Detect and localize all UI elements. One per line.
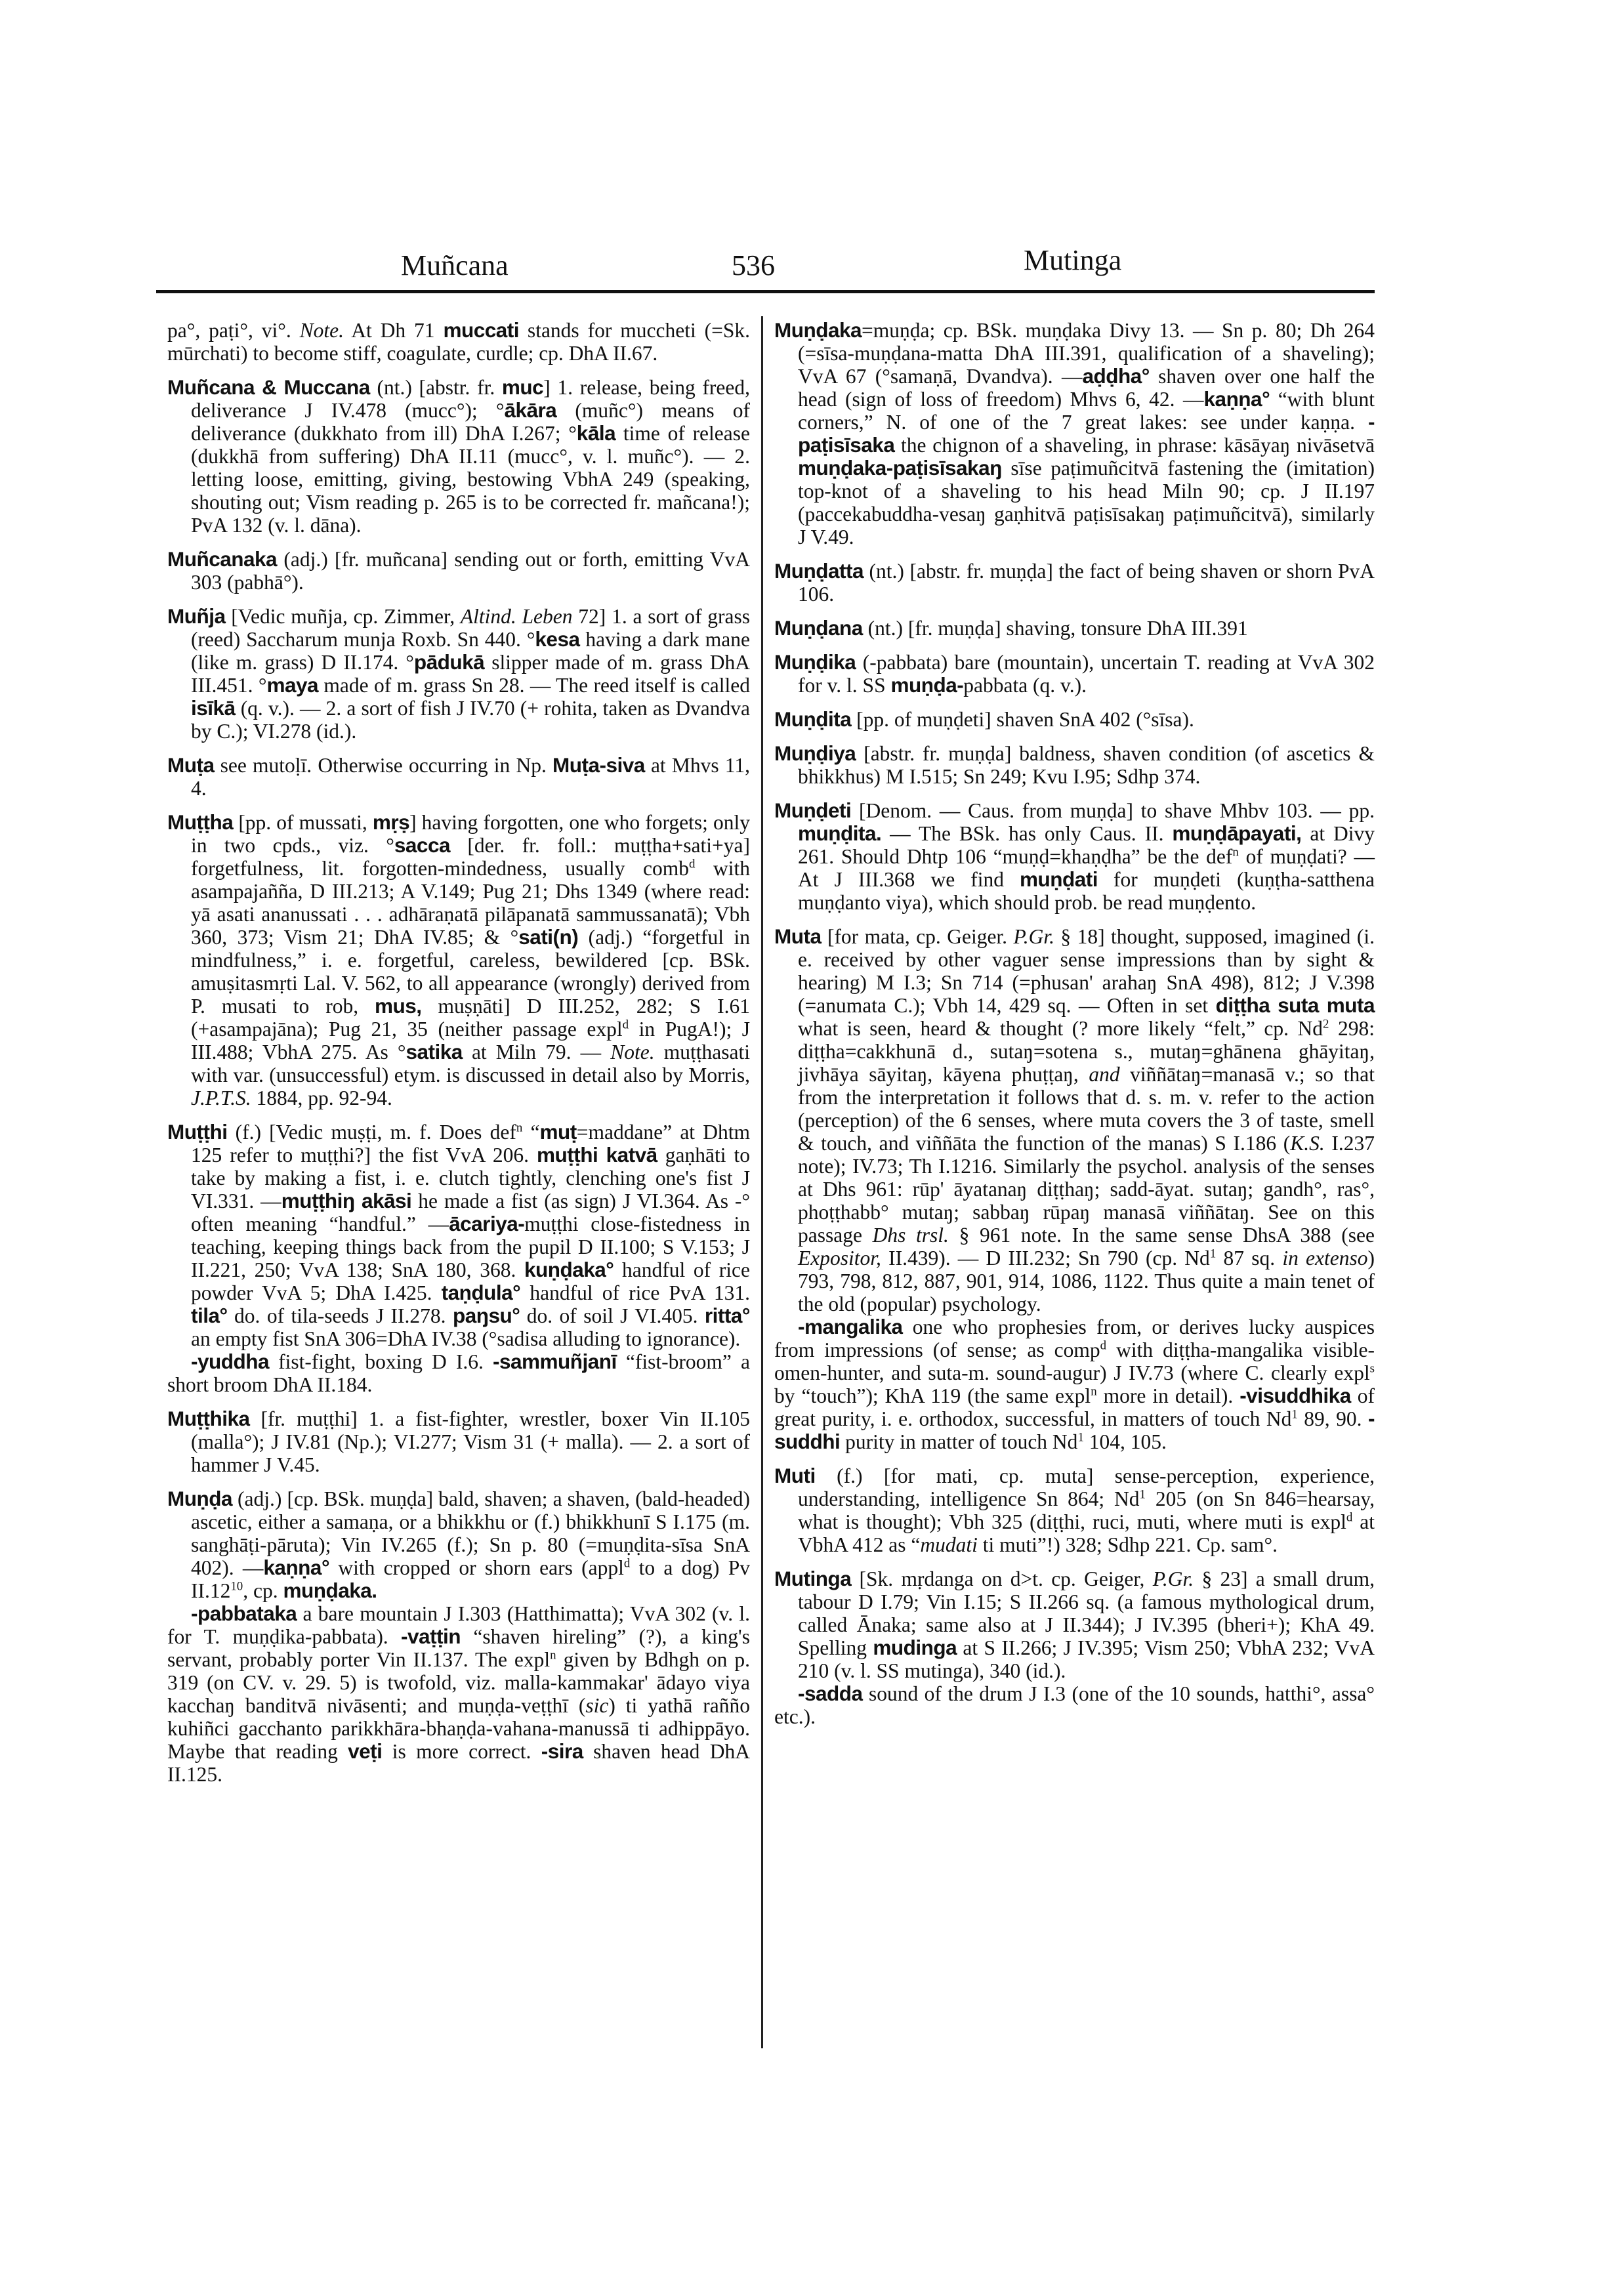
entry-muncanaka: Muñcanaka (adj.) [fr. muñcana] sending out or forth, emitting VvA 303 (pabhā°).: [167, 547, 750, 594]
entry-mundiya: Muṇḍiya [abstr. fr. muṇḍa] baldness, shaven condition (of ascetics & bhikkhus) M I.515; Sn 249; Kvu I.95; Sdhp 374.: [774, 741, 1375, 788]
entry-mundita: Muṇḍita [pp. of muṇḍeti] shaven SnA 402 (°sīsa).: [774, 707, 1194, 731]
entry-muttha: Muṭṭha [pp. of mussati, mṛṣ] having forgotten, one who forgets; only in two cpds., viz. °sacca [der. fr. foll.: muṭṭha+sati+ya] forgetfulness, lit. forgotten-mindedness, usually comb$^d$ with asampajañña, D III.213; A V.149; Pug 21; Dhs 1349 (where read: yā asati ananussati . . . adhāraṇatā pilāpanatā sammussanatā); Vbh 360, 373; Vism 21; DhA IV.85; & °sati(n) (adj.) “forgetful in mindfulness,” i. e. forgetful, careless, bewildered [cp. BSk. amuṣitasmṛti Lal. V. 562, to all appearance (wrongly) derived from P. musati to rob, mus, muṣṇāti] D III.252, 282; S I.61 (+asampajāna); Pug 21, 35 (neither passage expl$^d$ in PugA!); J III.488; VbhA 275. As °satika at Miln 79. — Note. muṭṭhasati with var. (unsuccessful) etym. is discussed in detail also by Morris, J.P.T.S. 1884, pp. 92-94.: [167, 810, 751, 1109]
entry-muncana: Muñcana & Muccana (nt.) [abstr. fr. muc] 1. release, being freed, deliverance J IV.478 (mucc°); °ākāra (muñc°) means of deliverance (dukkhato from ill) DhA I.267; °kāla time of release (dukkhā from suffering) DhA II.11 (mucc°, v. l. muñc°). — 2. letting loose, emitting, giving, bestowing VbhA 249 (speaking, shouting out; Vism reading p. 265 is to be corrected fr. mañcana!); PvA 132 (v. l. dāna).: [167, 375, 750, 537]
subentry-yuddha: -yuddha fist-fight, boxing D I.6. -sammuñjanī “fist-broom” a short broom DhA II.184.: [167, 1350, 750, 1396]
entry-mutthi: Muṭṭhi (f.) [Vedic muṣṭi, m. f. Does def$^n$ “muṭ=maddane” at Dhtm 125 refer to muṭṭhi?] the fist VvA 206. muṭṭhi katvā gaṇhāti to take by making a fist, i. e. clutch tightly, clenching one's fist J VI.331. —muṭṭhiŋ akāsi he made a fist (as sign) J VI.364. As -° often meaning “handful.” —ācariya-muṭṭhi close-fistedness in teaching, keeping things back from the pupil D II.100; S V.153; J II.221, 250; VvA 138; SnA 180, 368. kuṇḍaka° handful of rice powder VvA 5; DhA I.425. taṇḍula° handful of rice PvA 131. tila° do. of tila-seeds J II.278. paŋsu° do. of soil J VI.405. ritta° an empty fist SnA 306=DhA IV.38 (°sadisa alluding to ignorance).: [167, 1120, 751, 1350]
entry-mundana: Muṇḍana (nt.) [fr. muṇḍa] shaving, tonsure DhA III.391: [774, 616, 1248, 640]
entry-mutinga: Mutinga [Sk. mṛdanga on d>t. cp. Geiger, P.Gr. § 23] a small drum, tabour D I.79; Vin I.15; S II.266 sq. (a famous mythological drum, called Ānaka; same also at J II.344); J IV.395 (bheri+); KhA 49. Spelling mudinga at S II.266; J IV.395; Vism 250; VbhA 232; VvA 210 (v. l. SS mutinga), 340 (id.).: [774, 1567, 1375, 1682]
entry-muta-see-mutoli: Muṭa see mutoḷī. Otherwise occurring in Np. Muṭa-siva at Mhvs 11, 4.: [167, 753, 750, 800]
subentry-sadda: -sadda sound of the drum J I.3 (one of the 10 sounds, hatthi°, assa° etc.).: [774, 1682, 1375, 1728]
header-right-guide-word: Mutinga: [1024, 244, 1122, 276]
entry-continuation: pa°, paṭi°, vi°. Note. At Dh 71 muccati stands for muccheti (=Sk. mūrchati) to become stiff, coagulate, curdle; cp. DhA II.67.: [167, 318, 751, 365]
column-divider: [761, 316, 763, 2048]
entry-munda: Muṇḍa (adj.) [cp. BSk. muṇḍa] bald, shaven; a shaven, (bald-headed) ascetic, either a samaṇa, or a bhikkhu or (f.) bhikkhunī S I.175 (m. sanghāṭi-pāruta); Vin IV.265 (f.); Sn p. 80 (=muṇḍita-sīsa SnA 402). —kaṇṇa° with cropped or shorn ears (appl$^d$ to a dog) Pv $II.12^{10}$, cp. muṇḍaka.: [167, 1487, 750, 1602]
subentry-pabbataka: -pabbataka a bare mountain J I.303 (Hatthimatta); VvA 302 (v. l. for T. muṇḍika-pabbata). -vaṭṭin “shaven hireling” (?), a king's servant, probably porter Vin II.137. The expl$^n$ given by Bdhgh on p. 319 (on CV. v. 29. 5) is twofold, viz. malla-kammakar' ādayo viya kacchaŋ banditvā nivāsenti; and muṇḍa-veṭṭhī (sic) ti yathā rañño kuhiñci gacchanto parikkhāra-bhaṇḍa-vahana-manussā ti adhippāyo. Maybe that reading veṭi is more correct. -sira shaven head DhA II.125.: [167, 1602, 750, 1786]
entry-mundaka: Muṇḍaka=muṇḍa; cp. BSk. muṇḍaka Divy 13. — Sn p. 80; Dh 264 (=sīsa-muṇḍana-matta DhA III.391, qualification of a shaveling); VvA 67 (°samaṇā, Dvandva). —aḍḍha° shaven over one half the head (sign of loss of freedom) Mhvs 6, 42. —kaṇṇa° “with blunt corners,” N. of one of the 7 great lakes: see under kaṇṇa. -paṭisīsaka the chignon of a shaveling, in phrase: kāsāyaŋ nivāsetvā muṇḍaka-paṭisīsakaŋ sīse paṭimuñcitvā fastening the (imitation) top-knot of a shaveling to his head Miln 90; cp. J II.197 (paccekabuddha-vesaŋ gaṇhitvā paṭisīsakaŋ paṭimuñcitvā), similarly J V.49.: [774, 318, 1375, 548]
page-number: 536: [732, 249, 775, 281]
header-left-guide-word: Muñcana: [401, 249, 509, 281]
right-column: [774, 319, 1375, 1739]
header-rule: [156, 290, 1375, 293]
entry-mundatta: Muṇḍatta (nt.) [abstr. fr. muṇḍa] the fact of being shaven or shorn PvA 106.: [774, 559, 1375, 606]
subentry-mangalika: -mangalika one who prophesies from, or derives lucky auspices from impressions (of sense; as comp$^d$ with diṭṭha-mangalika visible-omen-hunter, and suta-m. sound-augur) J IV.73 (where C. clearly expl$^s$ by “touch”); KhA 119 (the same expl$^n$ more in detail). -visuddhika of great purity, i. e. orthodox, successful, in matters of touch Nd$^1$ 89, 90. -suddhi purity in matter of touch Nd$^1$ 104, 105.: [774, 1315, 1375, 1453]
entry-muti: Muti (f.) [for mati, cp. muta] sense-perception, experience, understanding, intelligence Sn 864; Nd$^1$ 205 (on Sn 846=hearsay, what is thought); Vbh 325 (diṭṭhi, ruci, muti, where muti is expl$^d$ at VbhA 412 as “mudati ti muti”!) 328; Sdhp 221. Cp. sam°.: [774, 1464, 1375, 1556]
entry-munja: Muñja [Vedic muñja, cp. Zimmer, Altind. Leben 72] 1. a sort of grass (reed) Saccharum munja Roxb. Sn 440. °kesa having a dark mane (like m. grass) D II.174. °pādukā slipper made of m. grass DhA III.451. °maya made of m. grass Sn 28. — The reed itself is called isīkā (q. v.). — 2. a sort of fish J IV.70 (+ rohita, taken as Dvandva by C.); VI.278 (id.).: [167, 604, 751, 743]
left-column: [167, 319, 750, 1797]
entry-mundika: Muṇḍika (-pabbata) bare (mountain), uncertain T. reading at VvA 302 for v. l. SS muṇḍa-pabbata (q. v.).: [774, 650, 1375, 697]
entry-muta: Muta [for mata, cp. Geiger. P.Gr. § 18] thought, supposed, imagined (i. e. received by other vaguer sense impressions than by sight & hearing) M I.3; Sn 714 (=phusan' arahaŋ SnA 498), 812; J V.398 (=anumata C.); Vbh 14, 429 sq. — Often in set diṭṭha suta muta what is seen, heard & thought (? more likely “felt,” cp. Nd$^2$ 298: diṭṭha=cakkhunā d., sutaŋ=sotena s., mutaŋ=ghānena ghāyitaŋ, jivhāya sāyitaŋ, kāyena phuṭṭaŋ, and viññātaŋ=manasā v.; so that from the interpretation it follows that d. s. m. v. refer to the action (perception) of the 6 senses, where muta covers the 3 of taste, smell & touch, and viññāta the function of the manas) S I.186 (K.S. I.237 note); IV.73; Th I.1216. Similarly the psychol. analysis of the senses at Dhs 961: rūp' āyatanaŋ diṭṭhaŋ; sadd-āyat. sutaŋ; gandh°, ras°, phoṭṭhabb° mutaŋ; sabbaŋ rūpaŋ manasā viññātaŋ. See on this passage Dhs trsl. § 961 note. In the same sense DhsA 388 (see Expositor, II.439). — D III.232; Sn 790 (cp. Nd$^1$ 87 sq. in extenso) 793, 798, 812, 887, 901, 914, 1086, 1122. Thus quite a main tenet of the old (popular) psychology.: [774, 924, 1375, 1315]
entry-mutthika: Muṭṭhika [fr. muṭṭhi] 1. a fist-fighter, wrestler, boxer Vin II.105 (malla°); J IV.81 (Np.); VI.277; Vism 31 (+ malla). — 2. a sort of hammer J V.45.: [167, 1407, 750, 1476]
entry-mundeti: Muṇḍeti [Denom. — Caus. from muṇḍa] to shave Mhbv 103. — pp. muṇḍita. — The BSk. has only Caus. II. muṇḍāpayati, at Divy 261. Should Dhtp 106 “muṇḍ=khaṇḍha” be the def$^n$ of muṇḍati? — At J III.368 we find muṇḍati for muṇḍeti (kuṇṭha-satthena muṇḍanto viya), which should prob. be read muṇḍento.: [774, 798, 1375, 914]
